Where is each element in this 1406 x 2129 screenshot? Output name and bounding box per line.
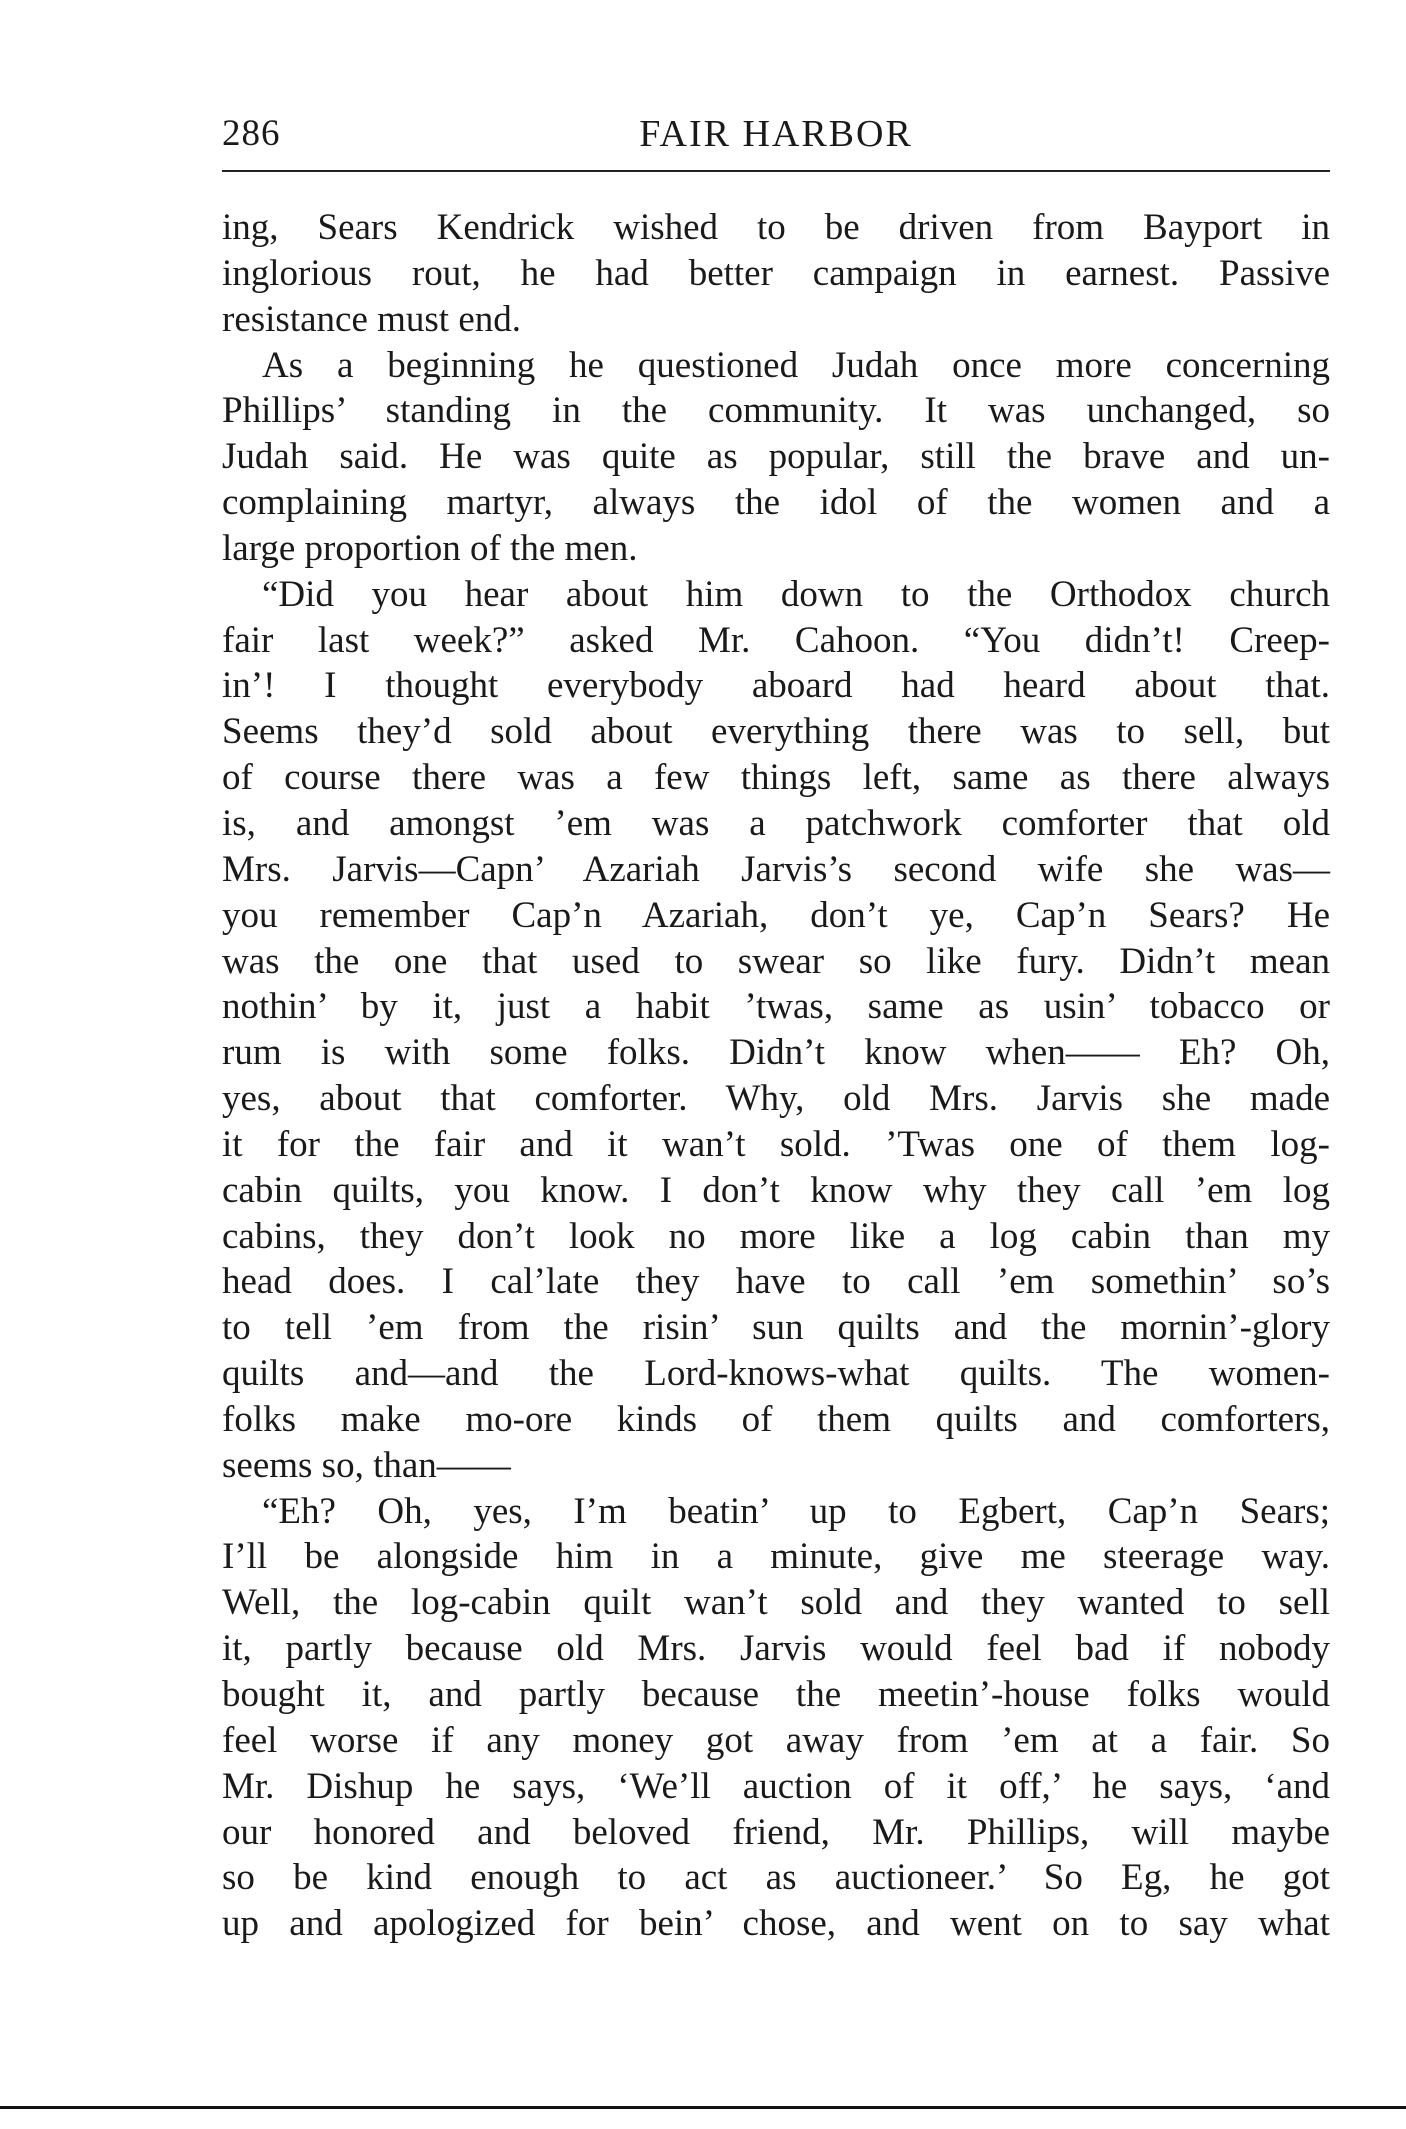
text-line: Judah said. He was quite as popular, still the brave and un-: [222, 436, 1330, 478]
text-line: Mr. Dishup he says, ‘We’ll auction of it off,’ he says, ‘and: [222, 1765, 1330, 1807]
text-line: Well, the log-cabin quilt wan’t sold and they wanted to sell: [222, 1582, 1330, 1624]
text-line: so be kind enough to act as auctioneer.’ So Eg, he got: [222, 1857, 1330, 1899]
text-line: in’! I thought everybody aboard had heard about that.: [222, 665, 1330, 707]
text-line: head does. I cal’late they have to call ’em somethin’ so’s: [222, 1261, 1330, 1303]
text-line: to tell ’em from the risin’ sun quilts and the mornin’-glory: [222, 1307, 1330, 1349]
text-line: complaining martyr, always the idol of the women and a: [222, 482, 1330, 524]
text-line: Mrs. Jarvis—Capn’ Azariah Jarvis’s second wife she was—: [222, 848, 1330, 890]
text-line: seems so, than——: [222, 1444, 511, 1486]
text-line: cabin quilts, you know. I don’t know why they call ’em log: [222, 1169, 1330, 1211]
text-line: you remember Cap’n Azariah, don’t ye, Cap’n Sears? He: [222, 894, 1330, 936]
text-line: I’ll be alongside him in a minute, give me steerage way.: [222, 1536, 1330, 1578]
text-line: “Did you hear about him down to the Orthodox church: [262, 573, 1330, 615]
footer-rule: [0, 2106, 1406, 2109]
text-line: inglorious rout, he had better campaign in earnest. Passive: [222, 252, 1330, 294]
running-title: FAIR HARBOR: [639, 113, 913, 155]
body-text: [222, 205, 1330, 1947]
text-line: rum is with some folks. Didn’t know when—— Eh? Oh,: [222, 1032, 1330, 1074]
page-header: [222, 112, 1330, 168]
text-line: of course there was a few things left, same as there always: [222, 757, 1330, 799]
text-line: nothin’ by it, just a habit ’twas, same as usin’ tobacco or: [222, 986, 1330, 1028]
text-line: it for the fair and it wan’t sold. ’Twas one of them log-: [222, 1123, 1330, 1165]
text-line: is, and amongst ’em was a patchwork comforter that old: [222, 802, 1330, 844]
text-line: fair last week?” asked Mr. Cahoon. “You didn’t! Creep-: [222, 619, 1330, 661]
text-line: quilts and—and the Lord-knows-what quilts. The women-: [222, 1353, 1330, 1395]
text-line: “Eh? Oh, yes, I’m beatin’ up to Egbert, Cap’n Sears;: [262, 1490, 1330, 1532]
header-rule: [222, 170, 1330, 172]
text-line: cabins, they don’t look no more like a log cabin than my: [222, 1215, 1330, 1257]
text-line: up and apologized for bein’ chose, and went on to say what: [222, 1903, 1330, 1945]
text-line: Seems they’d sold about everything there was to sell, but: [222, 711, 1330, 753]
text-line: feel worse if any money got away from ’em at a fair. So: [222, 1719, 1330, 1761]
page-number: 286: [222, 113, 281, 154]
text-line: yes, about that comforter. Why, old Mrs. Jarvis she made: [222, 1078, 1330, 1120]
text-line: bought it, and partly because the meetin’-house folks would: [222, 1674, 1330, 1715]
text-line: our honored and beloved friend, Mr. Phillips, will maybe: [222, 1811, 1330, 1853]
text-line: Phillips’ standing in the community. It was unchanged, so: [222, 390, 1330, 432]
text-line: was the one that used to swear so like fury. Didn’t mean: [222, 940, 1330, 982]
text-line: As a beginning he questioned Judah once more concerning: [262, 344, 1330, 386]
text-line: large proportion of the men.: [222, 527, 638, 569]
text-line: resistance must end.: [222, 298, 521, 340]
text-line: it, partly because old Mrs. Jarvis would feel bad if nobody: [222, 1628, 1330, 1670]
text-line: ing, Sears Kendrick wished to be driven from Bayport in: [222, 207, 1330, 248]
text-line: folks make mo-ore kinds of them quilts and comforters,: [222, 1398, 1330, 1440]
